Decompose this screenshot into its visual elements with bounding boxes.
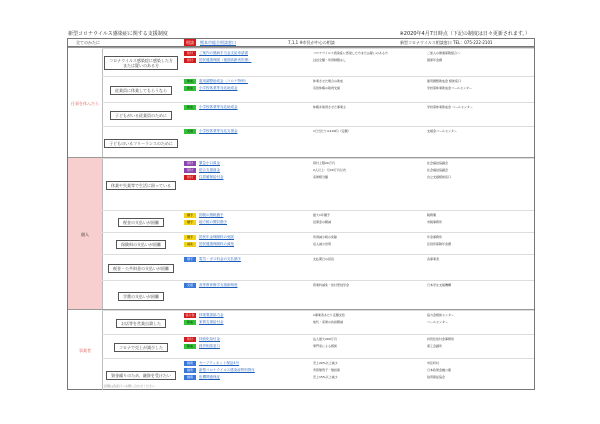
row-topic xyxy=(102,211,180,233)
support-description: 最大1年猶予 xyxy=(313,212,330,217)
support-type-tag: 協力金 xyxy=(185,312,195,317)
support-contact: 各事業者 xyxy=(427,256,440,261)
row-topic-box: 税金の支払いが困難 xyxy=(118,218,164,227)
support-item xyxy=(184,234,530,240)
row-topic-box: 税金・公共料金の支払いが困難 xyxy=(108,264,174,273)
support-item xyxy=(184,212,530,218)
support-type-tag: 助成 xyxy=(184,105,196,110)
support-description: 延滞金の軽減 xyxy=(313,219,332,224)
support-contact: 日本政策金融公庫 xyxy=(427,367,452,372)
support-program-link[interactable]: 総合支援資金 xyxy=(199,167,220,172)
support-description: コロナウイルス感染症に感染した方または疑いのある方 xyxy=(313,50,388,55)
support-item xyxy=(184,374,530,380)
support-program-link[interactable]: 電気・ガス料金の支払猶予 xyxy=(199,256,241,261)
support-row xyxy=(102,254,534,281)
support-row xyxy=(102,76,534,103)
support-type-tag: 助成 xyxy=(184,86,196,91)
support-type-tag: 猶予 xyxy=(184,235,196,240)
support-program-link[interactable]: 危機関連保証 xyxy=(199,374,220,379)
support-contact: 区役所保険年金課 xyxy=(427,241,452,246)
support-contact: 支援金コールセンター xyxy=(427,128,457,133)
support-row xyxy=(102,358,534,391)
support-type-tag: 給付 xyxy=(184,58,196,63)
support-items xyxy=(184,312,530,334)
support-description: 法人最大200万円 xyxy=(313,336,337,341)
support-contact: 社会福祉協議会 xyxy=(427,167,449,172)
support-contact: 学校等休業助成金コールセンター xyxy=(427,85,472,90)
support-contact: 税務署 xyxy=(427,212,437,217)
support-type-tag: 猶予 xyxy=(184,213,196,218)
support-item xyxy=(184,50,530,56)
support-item xyxy=(184,367,530,373)
row-topic xyxy=(102,103,180,127)
support-program-link[interactable]: 小学校休業等対応助成金 xyxy=(199,104,238,109)
support-row xyxy=(102,310,534,335)
row-topic-box: 従業員に休業してもらうなら xyxy=(110,86,172,95)
support-type-tag: 給付 xyxy=(184,175,196,180)
support-description: 地代・家賃の負担軽減 xyxy=(313,319,344,324)
support-type-tag: 支援 xyxy=(184,129,196,134)
support-row xyxy=(102,334,534,359)
support-contact: 年金事務所 xyxy=(427,234,443,239)
support-item xyxy=(184,219,530,225)
support-contact: 雇用調整助成金 相談窓口 xyxy=(427,78,461,83)
support-description: 所得減少時の免除 xyxy=(313,234,338,239)
row-topic xyxy=(102,159,180,211)
support-program-link[interactable]: セーフティネット保証4号 xyxy=(199,360,240,365)
support-description: 実質無利子・無担保 xyxy=(313,367,341,372)
support-program-link[interactable]: 緊急小口資金 xyxy=(199,160,220,165)
row-topic-box: 学費の支払いが困難 xyxy=(118,292,164,301)
support-item xyxy=(184,85,530,91)
support-contact: 信用保証協会 xyxy=(427,374,446,379)
category-label: 全てのかたに xyxy=(76,40,100,45)
support-description: 家賃相当額 xyxy=(313,174,329,179)
support-row xyxy=(102,158,534,211)
support-program-link[interactable]: 国民健康保険（後期高齢者医療） xyxy=(199,57,252,62)
support-section xyxy=(68,157,534,310)
support-items xyxy=(184,256,530,280)
support-type-tag: 猶予 xyxy=(184,220,196,225)
support-description: 休暇を取得させた事業主 xyxy=(313,104,347,109)
support-item xyxy=(184,256,530,262)
table-header-row xyxy=(68,39,534,47)
support-description: 1日当たり4,100円（定額） xyxy=(313,128,351,133)
support-items xyxy=(184,336,530,358)
support-section xyxy=(68,47,534,158)
support-items xyxy=(184,360,530,390)
support-type-tag: 融資 xyxy=(184,375,196,380)
support-program-link[interactable]: 家賃支援給付金 xyxy=(199,319,224,324)
document-title: 新型コロナウイルス感染症に関する支援制度 xyxy=(68,31,168,37)
document-date-note: ※2020年4月7日時点（下記の制度は日々更新されます。） xyxy=(399,31,530,37)
support-row xyxy=(102,210,534,233)
support-items xyxy=(184,160,530,210)
row-topic-box: コロナで売上が減少した xyxy=(114,343,168,352)
support-items xyxy=(184,282,530,310)
support-items xyxy=(184,50,530,76)
support-contact: 社会福祉協議会 xyxy=(427,160,449,165)
row-topic xyxy=(102,255,180,281)
row-topic xyxy=(102,335,180,359)
support-item xyxy=(184,282,530,288)
support-program-link[interactable]: 小学校休業等対応支援金 xyxy=(199,128,238,133)
support-row xyxy=(102,126,534,159)
support-items xyxy=(184,234,530,254)
support-row xyxy=(102,48,534,77)
support-contact: 持続化給付金事務局 xyxy=(427,336,455,341)
support-section xyxy=(68,309,534,390)
support-item xyxy=(184,104,530,110)
footer-note: 詳細は各窓口へお問い合わせください xyxy=(104,384,156,388)
support-description: 売上20%以上減少 xyxy=(313,360,338,365)
support-contact: 国保年金課 xyxy=(427,57,443,62)
support-type-tag: 給付 xyxy=(184,51,196,56)
support-program-link[interactable]: 持続化給付金 xyxy=(199,336,220,341)
row-topic-box: 子どもがいる従業員のために xyxy=(110,111,172,120)
support-contact: 商工会議所 xyxy=(427,343,443,348)
support-items xyxy=(184,104,530,126)
support-item xyxy=(184,343,530,349)
support-type-tag: 猶予 xyxy=(184,257,196,262)
support-description: 有給休暇の取得支援 xyxy=(313,85,341,90)
support-items xyxy=(184,212,530,232)
support-contact: 学校等休業助成金 コールセンター xyxy=(427,104,473,109)
support-program-link[interactable]: 新型コロナウイルス感染症特別貸付 xyxy=(199,367,255,372)
support-contact: 市区町村 xyxy=(427,360,440,365)
support-description: 授業料減免・給付型奨学金 xyxy=(313,282,350,287)
support-contact: 協力金相談センター xyxy=(427,312,454,317)
section-label: 仕事を休んだら xyxy=(68,48,103,158)
support-type-tag: 助成 xyxy=(184,320,196,325)
support-program-link[interactable]: 小学校休業等対応助成金 xyxy=(199,85,238,90)
support-description: ほぼ全額・所得制限なし xyxy=(313,57,347,62)
support-item xyxy=(184,160,530,166)
row-topic-box: 保険料の支払いが困難 xyxy=(116,240,166,249)
support-program-link[interactable]: 休業要請協力金 xyxy=(199,312,224,317)
row-topic xyxy=(102,311,180,335)
support-program-link[interactable]: 高等教育修学支援新制度 xyxy=(199,282,238,287)
section-label: 個人 xyxy=(68,158,103,310)
support-item xyxy=(184,360,530,366)
support-contact: 日本学生支援機構 xyxy=(427,282,452,287)
support-type-tag: 給付 xyxy=(184,337,196,342)
support-program-link[interactable]: 国税の納税猶予 xyxy=(199,212,224,217)
support-contact: 市税事務所 xyxy=(427,219,443,224)
row-topic-box: 子どものいるフリーランスのために xyxy=(104,139,178,148)
row-topic xyxy=(102,233,180,255)
support-item xyxy=(184,78,530,84)
support-item xyxy=(184,57,530,63)
support-type-tag: 助成 xyxy=(184,344,196,349)
support-type-tag: 支援 xyxy=(184,283,196,288)
support-item xyxy=(184,174,530,180)
support-description: 支払期日の延長 xyxy=(313,256,335,261)
support-type-tag: 貸付 xyxy=(184,168,196,173)
support-description: 休業させた場合の助成 xyxy=(313,78,344,83)
support-description: 売上15%以上減少 xyxy=(313,374,338,379)
row-topic xyxy=(102,127,180,159)
support-row xyxy=(102,102,534,127)
section-label: 事業者 xyxy=(68,310,103,390)
support-program-link[interactable]: 住居確保給付金 xyxy=(199,174,224,179)
support-program-link[interactable]: 国民健康保険料の減免 xyxy=(199,241,234,246)
support-item xyxy=(184,336,530,342)
support-description: 1事業者あたり定額支給 xyxy=(313,312,345,317)
support-contact: コールセンター xyxy=(427,319,448,324)
support-program-link[interactable]: 国民年金保険料の免除 xyxy=(199,234,234,239)
row-topic xyxy=(102,77,180,103)
top-link[interactable]: 熊本市総合相談窓口 xyxy=(200,40,236,45)
support-item xyxy=(184,319,530,325)
support-item xyxy=(184,128,530,134)
support-type-tag: 貸付 xyxy=(184,161,196,166)
support-row xyxy=(102,280,534,311)
support-type-tag: 助成 xyxy=(184,79,196,84)
row-topic-box: 休業や失業等で生活に困っている xyxy=(106,181,176,190)
support-contact: ご加入の健康保険組合へ xyxy=(427,50,461,55)
support-type-tag: 融資 xyxy=(184,368,196,373)
support-contact: 自立支援相談窓口 xyxy=(427,174,452,179)
row-topic-box: 資金繰りのため、融資を受けたい xyxy=(106,371,176,380)
top-description: 7,1,1 ※市民が中心の相談 xyxy=(288,40,335,45)
support-items xyxy=(184,128,530,158)
support-program-link[interactable]: 雇用調整助成金（コロナ特例） xyxy=(199,78,248,83)
support-program-link[interactable]: 経営相談窓口 xyxy=(199,343,220,348)
support-type-tag: 減免 xyxy=(184,242,196,247)
support-item xyxy=(184,241,530,247)
support-program-link[interactable]: 地方税の徴収猶予 xyxy=(199,219,227,224)
support-table xyxy=(67,38,535,390)
support-items xyxy=(184,78,530,102)
support-item xyxy=(184,312,530,318)
support-item xyxy=(184,167,530,173)
support-description: 収入減少世帯 xyxy=(313,241,332,246)
row-topic-box: お店等を営業自粛した xyxy=(116,319,166,328)
support-description: 貸付上限20万円 xyxy=(313,160,335,165)
top-tag: 相談 xyxy=(186,40,194,45)
row-topic xyxy=(102,281,180,311)
row-topic-box: コロナウイルス感染症に感染した方または疑いのある方 xyxy=(104,56,178,70)
top-contact: 新型コロナウイルス相談窓口 TEL：075-222-2101 xyxy=(400,40,493,45)
support-description: 専門家による相談 xyxy=(313,343,338,348)
support-description: 2人以上：月20万円以内 xyxy=(313,167,346,172)
support-row xyxy=(102,232,534,255)
row-topic xyxy=(102,49,180,77)
support-type-tag: 融資 xyxy=(184,361,196,366)
support-program-link[interactable]: ご案内の傷病手当金支給申請書 xyxy=(199,50,248,55)
